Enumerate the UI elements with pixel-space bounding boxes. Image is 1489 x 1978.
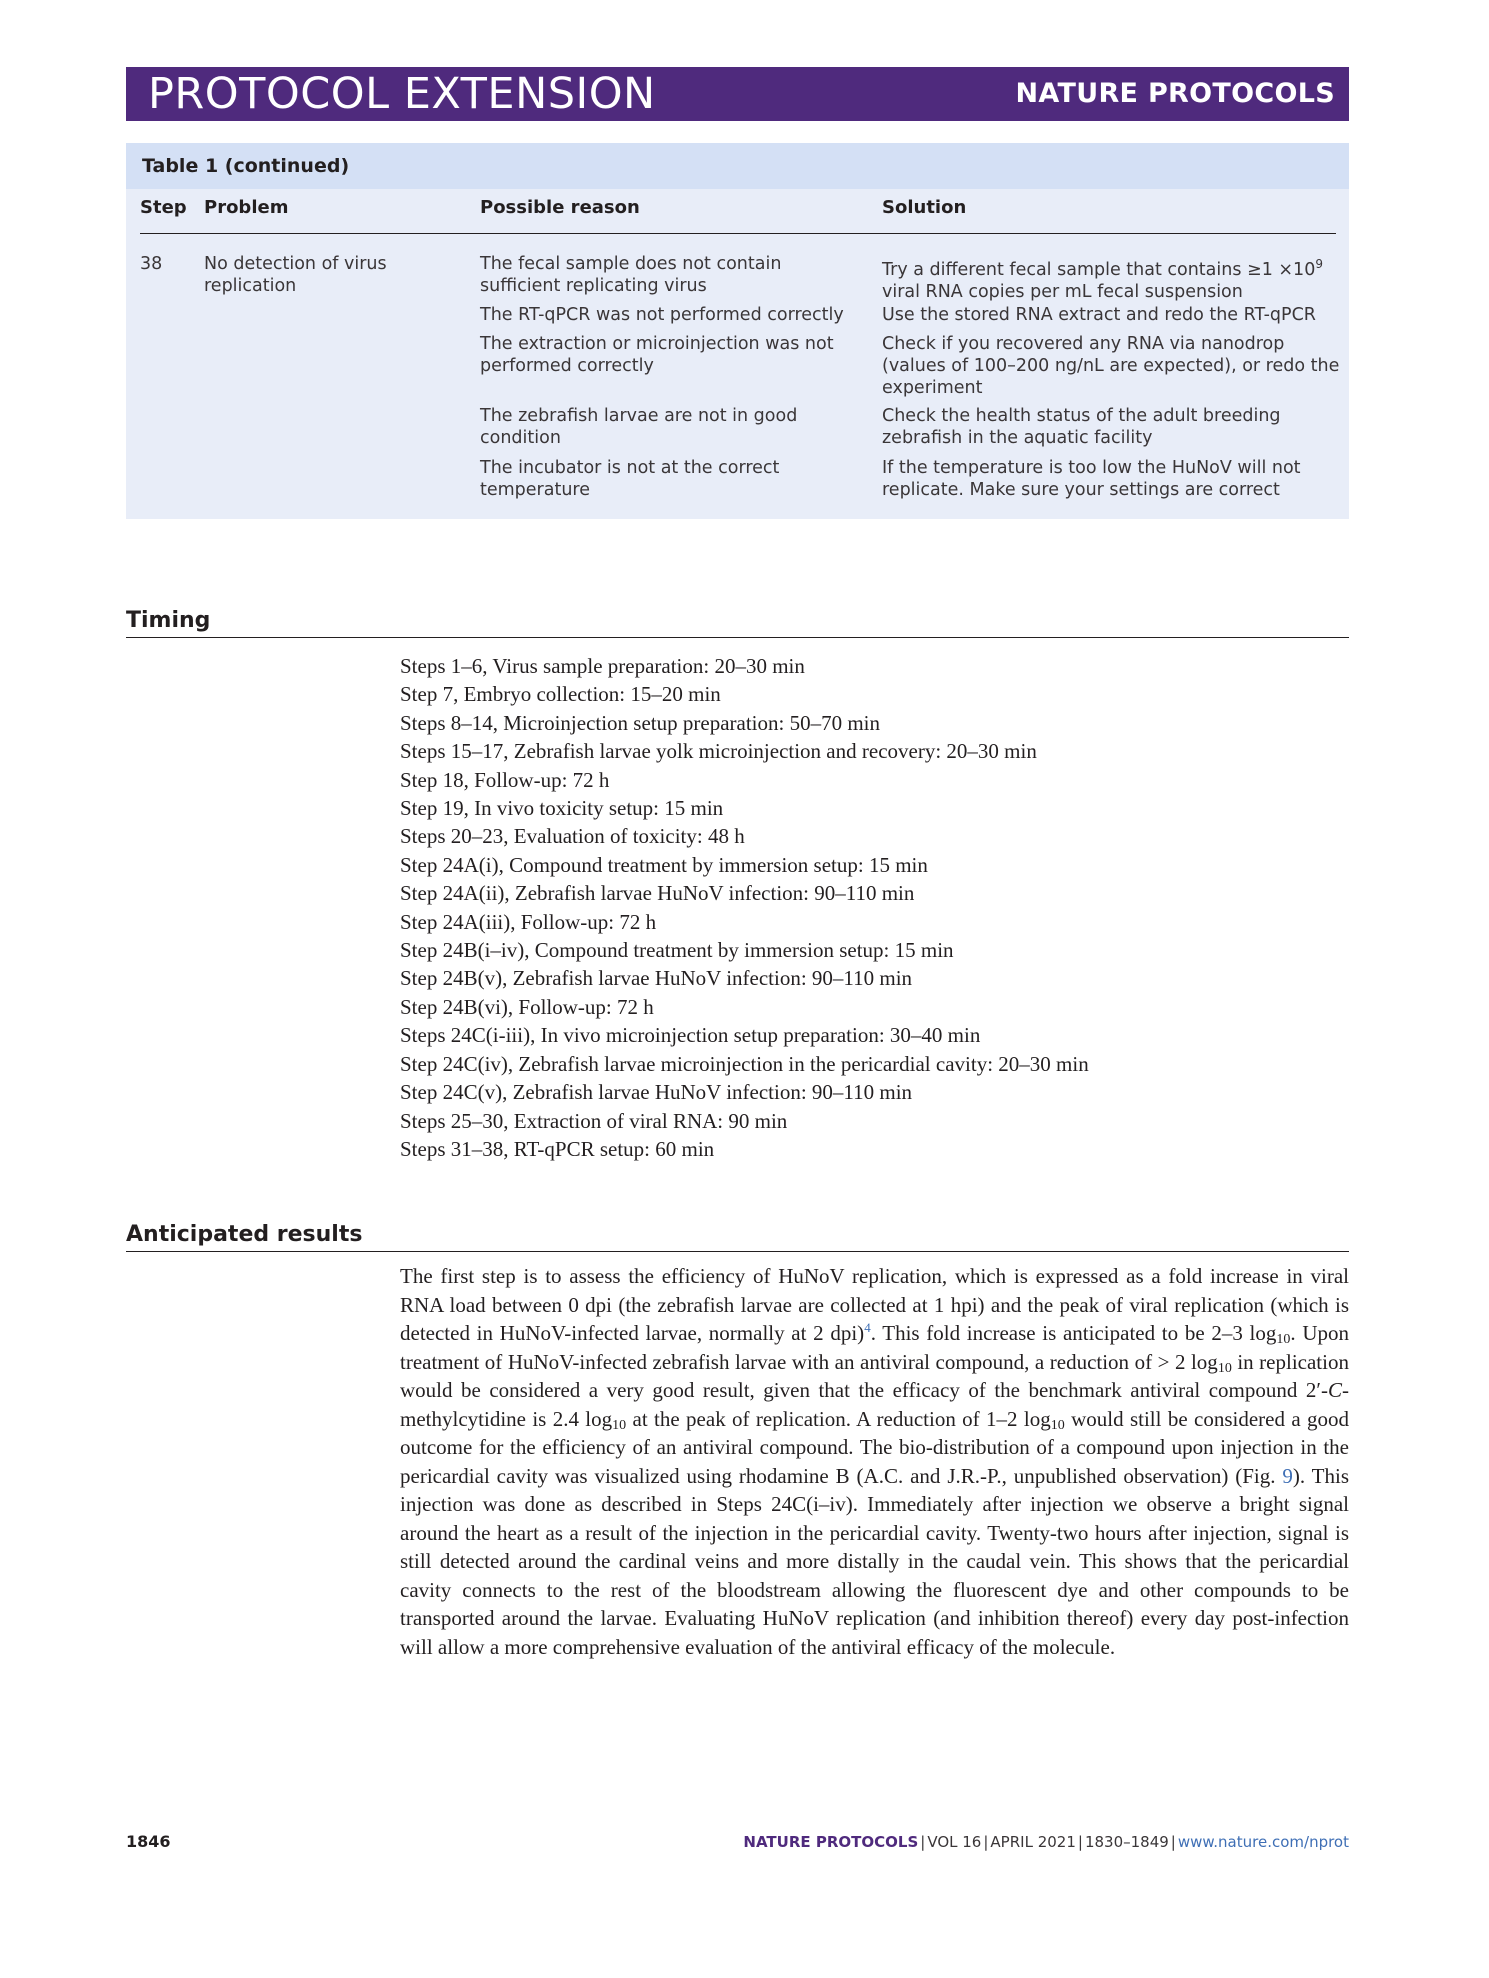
footer-journal: NATURE PROTOCOLS: [743, 1833, 919, 1851]
table-cell-solution: Use the stored RNA extract and redo the RT-qPCR: [882, 305, 1316, 325]
timing-item: Step 24A(iii), Follow-up: 72 h: [400, 909, 657, 934]
anticipated-results-paragraph: The first step is to assess the efficiency of HuNoV replication, which is expressed as a fold increase in viral RNA load between 0 dpi (the zebrafish larvae are collected at 1 hpi) and the peak of viral replication (which is detected in HuNoV-infected larvae, normally at 2 dpi)$^4$. This fold increase is anticipated to be 2–3 $\log_{10}$. Upon treatment of HuNoV-infected zebrafish larvae with an antiviral compound, a reduction of > 2 $\log_{10}$ in replication would be considered a very good result, given that the efficacy of the benchmark antiviral compound 2′-C-methylcytidine is 2.4 $\log_{10}$ at the peak of replication. A reduction of 1–2 $\log_{10}$ would still be considered a good outcome for the efficiency of an antiviral compound. The bio-distribution of a compound upon injection in the pericardial cavity was visualized using rhodamine B (A.C. and J.R.-P., unpublished observation) (Fig. 9). This injection was done as described in Steps 24C(i–iv). Immediately after injection we observe a bright signal around the heart as a result of the injection in the pericardial cavity. Twenty-two hours after injection, signal is still detected around the cardinal veins and more distally in the caudal vein. This shows that the pericardial cavity connects to the rest of the bloodstream allowing the fluorescent dye and other compounds to be transported around the larvae. Evaluating HuNoV replication (and inhibition thereof) every day post-infection will allow a more comprehensive evaluation of the antiviral efficacy of the molecule.: [400, 1264, 1350, 1659]
column-header-step: Step: [140, 197, 187, 218]
column-header-problem: Problem: [204, 197, 289, 218]
timing-item: Steps 1–6, Virus sample preparation: 20–30 min: [400, 654, 805, 678]
table-cell-reason: The zebrafish larvae are not in good condition: [480, 406, 798, 448]
footer-date: APRIL 2021: [990, 1833, 1076, 1851]
timing-item: Steps 15–17, Zebrafish larvae yolk microinjection and recovery: 20–30 min: [400, 739, 1037, 764]
figure-link[interactable]: 9: [1282, 1463, 1293, 1488]
table-cell-solution: Check if you recovered any RNA via nanodrop (values of 100–200 ng/nL are expected), or redo the experiment: [882, 334, 1340, 398]
timing-item: Step 19, In vivo toxicity setup: 15 min: [400, 796, 724, 821]
table-cell-problem: No detection of virus replication: [204, 254, 387, 296]
timing-item: Steps 20–23, Evaluation of toxicity: 48 h: [400, 824, 745, 849]
table-cell-step: 38: [140, 254, 163, 274]
table-cell-reason: The RT-qPCR was not performed correctly: [480, 305, 844, 325]
page-number: 1846: [126, 1832, 171, 1851]
timing-item: Step 24A(ii), Zebrafish larvae HuNoV infection: 90–110 min: [400, 881, 915, 906]
footer-pages: 1830–1849: [1084, 1833, 1169, 1851]
footer-url-link[interactable]: www.nature.com/nprot: [1177, 1833, 1349, 1851]
footer-citation: NATURE PROTOCOLS | VOL 16 | APRIL 2021 | 1830–1849 | www.nature.com/nprot: [743, 1833, 1349, 1851]
table-header-rule: [140, 233, 1336, 234]
timing-heading: Timing: [126, 608, 1349, 638]
timing-item: Step 24C(v), Zebrafish larvae HuNoV infection: 90–110 min: [400, 1080, 913, 1105]
section-label: PROTOCOL EXTENSION: [148, 69, 656, 119]
timing-item: Step 24B(v), Zebrafish larvae HuNoV infection: 90–110 min: [400, 966, 913, 991]
timing-item: Step 7, Embryo collection: 15–20 min: [400, 682, 721, 707]
timing-item: Step 24B(i–iv), Compound treatment by immersion setup: 15 min: [400, 938, 954, 963]
table-cell-solution: If the temperature is too low the HuNoV will not replicate. Make sure your settings are correct: [882, 458, 1301, 500]
table-cell-solution: Check the health status of the adult breeding zebrafish in the aquatic facility: [882, 406, 1281, 448]
footer-volume: VOL 16: [927, 1833, 982, 1851]
anticipated-results-heading: Anticipated results: [126, 1222, 1349, 1252]
timing-item: Steps 24C(i-iii), In vivo microinjection setup preparation: 30–40 min: [400, 1023, 981, 1048]
timing-item: Steps 31–38, RT-qPCR setup: 60 min: [400, 1136, 715, 1161]
timing-item: Step 18, Follow-up: 72 h: [400, 767, 610, 792]
journal-name: NATURE PROTOCOLS: [1015, 78, 1335, 109]
timing-item: Step 24A(i), Compound treatment by immersion setup: 15 min: [400, 852, 928, 877]
timing-item: Step 24C(iv), Zebrafish larvae microinjection in the pericardial cavity: 20–30 min: [400, 1051, 1089, 1076]
citation-link[interactable]: 4: [864, 1320, 871, 1335]
table-title: Table 1 (continued): [126, 143, 1349, 189]
table-cell-reason: The extraction or microinjection was not performed correctly: [480, 334, 834, 376]
column-header-solution: Solution: [882, 197, 967, 218]
header-banner: [126, 67, 1349, 121]
timing-item: Step 24B(vi), Follow-up: 72 h: [400, 994, 654, 1019]
column-header-possible-reason: Possible reason: [480, 197, 640, 218]
table-cell-solution: Try a different fecal sample that contains $\ge 1 \times 10^9$ viral RNA copies per mL fecal suspension: [882, 257, 1323, 302]
timing-item: Steps 25–30, Extraction of viral RNA: 90 min: [400, 1108, 788, 1133]
timing-item: Steps 8–14, Microinjection setup preparation: 50–70 min: [400, 710, 881, 735]
table-cell-reason: The fecal sample does not contain sufficient replicating virus: [480, 254, 782, 296]
table-cell-reason: The incubator is not at the correct temperature: [480, 458, 780, 500]
timing-list: [400, 652, 1089, 1163]
troubleshooting-table: [126, 143, 1349, 519]
